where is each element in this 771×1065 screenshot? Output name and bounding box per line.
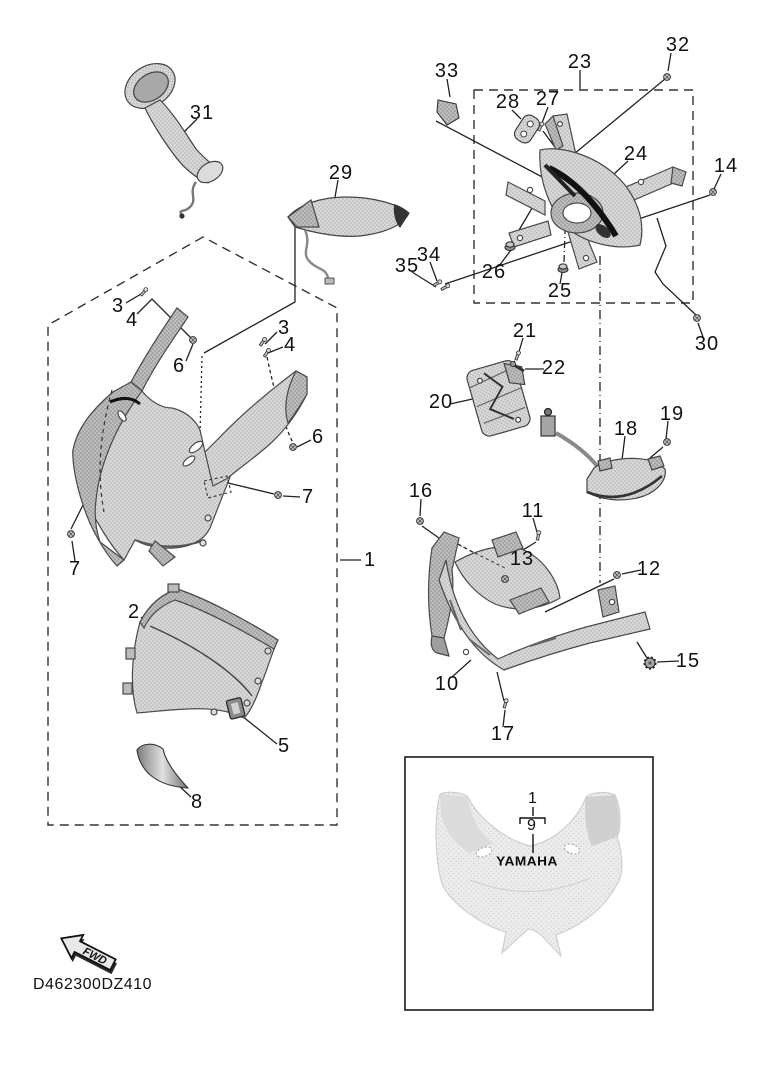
- callout-19: 19: [659, 403, 685, 425]
- callout-24: 24: [623, 143, 649, 165]
- callout-10: 10: [434, 673, 460, 695]
- callout-9: 9: [527, 817, 537, 834]
- callout-22: 22: [541, 357, 567, 379]
- callout-26: 26: [481, 261, 507, 283]
- callout-5: 5: [277, 735, 291, 757]
- callout-1: 1: [528, 790, 538, 807]
- callout-6: 6: [311, 426, 325, 448]
- callout-18: 18: [613, 418, 639, 440]
- fwd-arrow: [54, 927, 122, 981]
- callout-27: 27: [535, 88, 561, 110]
- callout-2: 2: [127, 601, 141, 623]
- callout-6: 6: [172, 355, 186, 377]
- callout-17: 17: [490, 723, 516, 745]
- callout-13: 13: [509, 548, 535, 570]
- part-31-signal-stay: [116, 54, 226, 218]
- callout-29: 29: [328, 162, 354, 184]
- callout-14: 14: [713, 155, 739, 177]
- callout-21: 21: [512, 320, 538, 342]
- callout-34: 34: [416, 244, 442, 266]
- callout-1: 1: [363, 549, 377, 571]
- part-8-rubber-strip: [137, 744, 188, 788]
- callout-7: 7: [301, 486, 315, 508]
- callout-23: 23: [567, 51, 593, 73]
- callout-3: 3: [277, 317, 291, 339]
- part-33-bracket: [437, 100, 459, 125]
- yamaha-logo: YAMAHA: [496, 853, 558, 869]
- part-28-plate: [512, 112, 542, 145]
- callout-4: 4: [125, 309, 139, 331]
- callout-3: 3: [111, 295, 125, 317]
- part-2-windshield: [123, 584, 278, 719]
- callout-16: 16: [408, 480, 434, 502]
- callout-25: 25: [547, 280, 573, 302]
- callout-28: 28: [495, 91, 521, 113]
- callout-4: 4: [283, 334, 297, 356]
- part-10-inner-panel: [429, 532, 650, 670]
- callout-12: 12: [636, 558, 662, 580]
- callout-15: 15: [675, 650, 701, 672]
- figure-code: D462300DZ410: [33, 976, 152, 993]
- part-1-front-cowling: [73, 308, 307, 566]
- part-18-lens: [541, 409, 665, 500]
- callout-32: 32: [665, 34, 691, 56]
- part-29-mirror: [288, 197, 409, 284]
- callout-7: 7: [68, 558, 82, 580]
- callout-35: 35: [394, 255, 420, 277]
- callout-8: 8: [190, 791, 204, 813]
- fwd-arrow-label: FWD: [80, 945, 109, 968]
- callout-30: 30: [694, 333, 720, 355]
- part-15-clip-nut: [644, 657, 656, 669]
- callout-20: 20: [428, 391, 454, 413]
- callout-11: 11: [521, 500, 545, 522]
- callout-33: 33: [434, 60, 460, 82]
- callout-31: 31: [189, 102, 215, 124]
